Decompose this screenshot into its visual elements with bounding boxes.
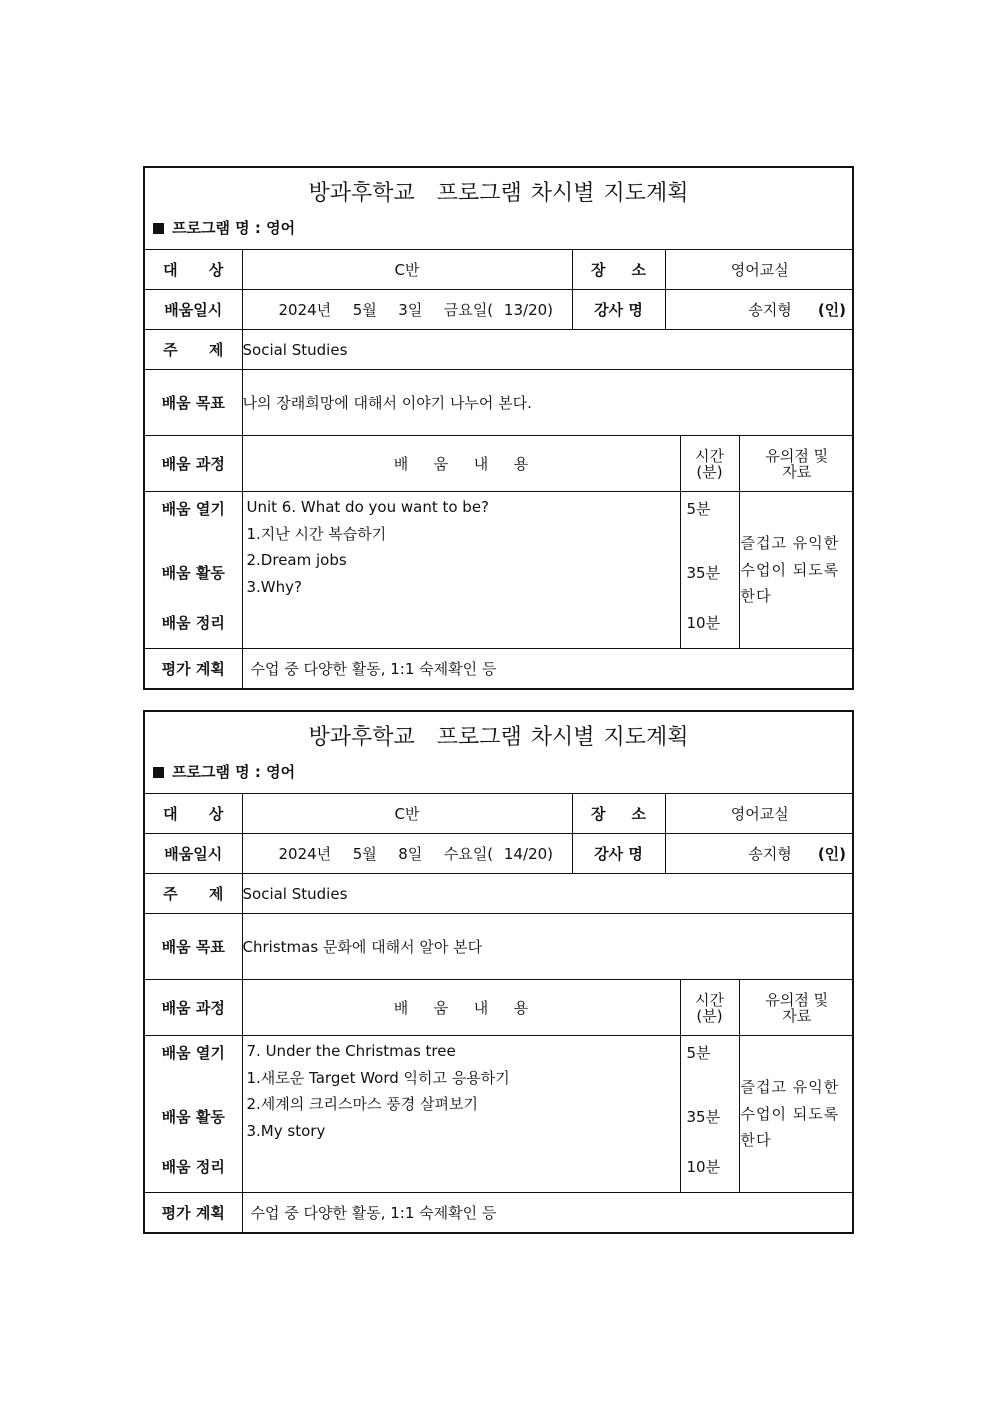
lesson-plan-1 <box>143 166 854 690</box>
plan-title-right: 프로그램 차시별 지도계획 <box>436 181 689 206</box>
target-row <box>145 250 854 290</box>
content-line: Unit 6. What do you want to be? <box>246 498 490 516</box>
topic-value: Social Studies <box>242 874 854 914</box>
instructor-value: 송지형 <box>748 301 792 319</box>
content-line: 7. Under the Christmas tree <box>246 1042 456 1060</box>
target-label: 대 상 <box>145 250 242 290</box>
process-header-row <box>145 980 854 1036</box>
content-list <box>242 1036 680 1193</box>
program-name <box>145 215 852 249</box>
notes-value: 즐겁고 유익한 수업이 되도록 한다 <box>739 1036 854 1193</box>
target-value: C반 <box>242 794 572 834</box>
goal-value: Christmas 문화에 대해서 알아 본다 <box>242 914 854 980</box>
date-value: 2024년 5월 3일 금요일( 13/20) <box>242 290 572 330</box>
program-label: 프로그램 명 : 영어 <box>172 763 296 781</box>
content-line: 1.지난 시간 복습하기 <box>246 524 387 543</box>
plan-title <box>145 712 852 759</box>
goal-value: 나의 장래희망에 대해서 이야기 나누어 본다. <box>242 370 854 436</box>
eval-value: 수업 중 다양한 활동, 1:1 숙제확인 등 <box>242 649 854 688</box>
instructor-label: 강사 명 <box>572 834 665 874</box>
lesson-plan-2 <box>143 710 854 1234</box>
stage-open: 배움 열기 <box>161 1044 225 1062</box>
process-label: 배움 과정 <box>145 436 242 492</box>
time-list <box>680 492 739 649</box>
eval-value: 수업 중 다양한 활동, 1:1 숙제확인 등 <box>242 1193 854 1232</box>
plan-title <box>145 168 852 215</box>
place-value: 영어교실 <box>665 250 854 290</box>
time-activity: 35분 <box>686 564 721 582</box>
notes-header: 유의점 및 자료 <box>739 436 854 492</box>
goal-row <box>145 370 854 436</box>
target-label: 대 상 <box>145 794 242 834</box>
content-line: 3.Why? <box>246 577 302 596</box>
plan-title-left: 방과후학교 <box>308 181 415 206</box>
seal-mark: (인) <box>817 301 847 319</box>
topic-value: Social Studies <box>242 330 854 370</box>
content-line: 1.새로운 Target Word 익히고 응용하기 <box>246 1068 510 1087</box>
instructor-value: 송지형 <box>748 845 792 863</box>
time-open: 5분 <box>686 1044 711 1062</box>
stage-close: 배움 정리 <box>161 614 225 632</box>
seal-mark: (인) <box>817 845 847 863</box>
plan-table <box>145 249 854 688</box>
square-bullet-icon <box>153 223 164 234</box>
stage-activity: 배움 활동 <box>161 564 225 582</box>
stage-close: 배움 정리 <box>161 1158 225 1176</box>
time-close: 10분 <box>686 614 721 632</box>
content-header: 배 움 내 용 <box>242 980 680 1036</box>
target-value: C반 <box>242 250 572 290</box>
place-value: 영어교실 <box>665 794 854 834</box>
content-list <box>242 492 680 649</box>
time-open: 5분 <box>686 500 711 518</box>
topic-label: 주 제 <box>145 874 242 914</box>
content-line: 3.My story <box>246 1121 326 1140</box>
stage-list <box>145 1036 242 1193</box>
goal-label: 배움 목표 <box>145 370 242 436</box>
eval-row <box>145 1193 854 1232</box>
eval-label: 평가 계획 <box>145 649 242 688</box>
content-line: 2.Dream jobs <box>246 551 347 569</box>
topic-row <box>145 330 854 370</box>
content-header: 배 움 내 용 <box>242 436 680 492</box>
date-row <box>145 834 854 874</box>
stage-open: 배움 열기 <box>161 500 225 518</box>
date-label: 배움일시 <box>145 290 242 330</box>
process-label: 배움 과정 <box>145 980 242 1036</box>
process-row <box>145 1036 854 1193</box>
plan-title-left: 방과후학교 <box>308 725 415 750</box>
goal-row <box>145 914 854 980</box>
stage-activity: 배움 활동 <box>161 1108 225 1126</box>
plan-title-right: 프로그램 차시별 지도계획 <box>436 725 689 750</box>
date-value: 2024년 5월 8일 수요일( 14/20) <box>242 834 572 874</box>
stage-list <box>145 492 242 649</box>
place-label: 장 소 <box>572 794 665 834</box>
process-row <box>145 492 854 649</box>
instructor-label: 강사 명 <box>572 290 665 330</box>
topic-label: 주 제 <box>145 330 242 370</box>
eval-label: 평가 계획 <box>145 1193 242 1232</box>
time-list <box>680 1036 739 1193</box>
square-bullet-icon <box>153 767 164 778</box>
program-label: 프로그램 명 : 영어 <box>172 219 296 237</box>
content-line: 2.세계의 크리스마스 풍경 살펴보기 <box>246 1095 478 1113</box>
instructor-cell <box>665 834 854 874</box>
goal-label: 배움 목표 <box>145 914 242 980</box>
plan-table <box>145 793 854 1232</box>
time-header: 시간 (분) <box>680 980 739 1036</box>
place-label: 장 소 <box>572 250 665 290</box>
date-row <box>145 290 854 330</box>
target-row <box>145 794 854 834</box>
program-name <box>145 759 852 793</box>
eval-row <box>145 649 854 688</box>
process-header-row <box>145 436 854 492</box>
time-activity: 35분 <box>686 1108 721 1126</box>
time-header: 시간 (분) <box>680 436 739 492</box>
time-close: 10분 <box>686 1158 721 1176</box>
instructor-cell <box>665 290 854 330</box>
topic-row <box>145 874 854 914</box>
notes-value: 즐겁고 유익한 수업이 되도록 한다 <box>739 492 854 649</box>
notes-header: 유의점 및 자료 <box>739 980 854 1036</box>
date-label: 배움일시 <box>145 834 242 874</box>
